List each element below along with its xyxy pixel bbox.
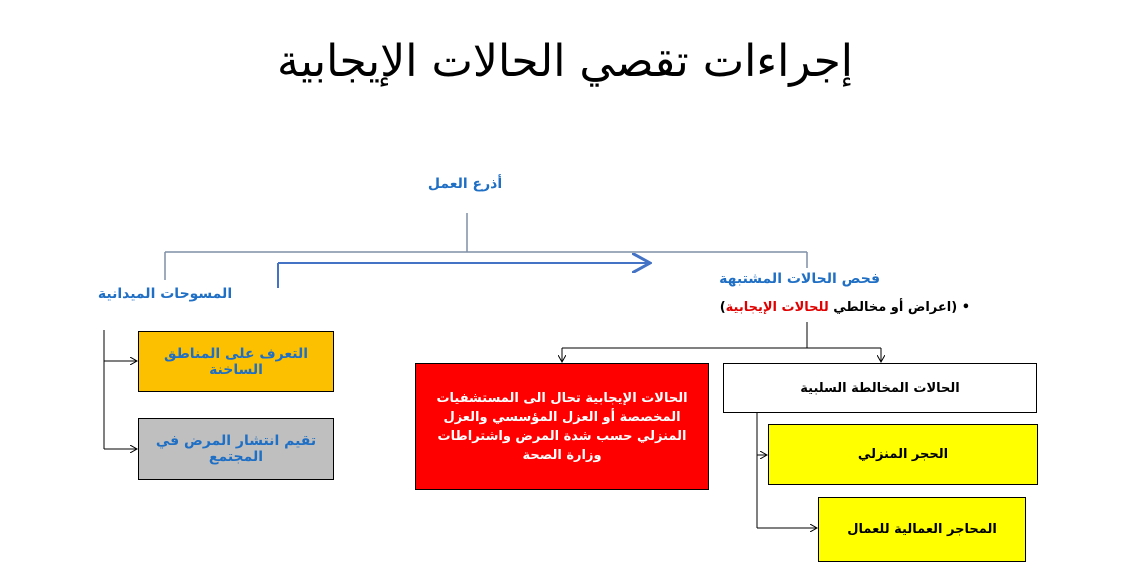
negative-contacts-text: الحالات المخالطة السلبية [800, 380, 960, 396]
home-quarantine-text: الحجر المنزلي [857, 447, 949, 462]
note-text: (اعراض أو مخالطي [828, 300, 958, 315]
labor-quarantine-box [818, 497, 1026, 562]
positive-cases-box [415, 363, 709, 490]
field-surveys-label: المسوحات الميدانية [97, 286, 233, 302]
suspected-cases-note [700, 300, 970, 315]
note-highlight: للحالات الإيجابية [725, 300, 829, 315]
root-node-label: أذرع العمل [427, 176, 503, 192]
hot-areas-box [138, 331, 334, 392]
hot-areas-text: التعرف على المناطق الساخنة [163, 345, 309, 378]
note-bullet: • [961, 300, 970, 315]
suspected-cases-label: فحص الحالات المشتبهة [719, 271, 880, 287]
negative-contacts-box [723, 363, 1037, 413]
page-title: إجراءات تقصي الحالات الإيجابية [277, 36, 853, 87]
labor-quarantine-text: المحاجر العمالية للعمال [847, 522, 997, 537]
right-branch-connectors [562, 322, 881, 361]
root-bracket [165, 213, 807, 280]
home-quarantine-box [768, 424, 1038, 485]
note-close: ) [719, 300, 726, 315]
community-spread-box [138, 418, 334, 480]
flow-arrow [278, 263, 648, 288]
left-branch-connectors [104, 330, 136, 449]
community-spread-text: تقيم انتشار المرض في المجتمع [155, 433, 317, 465]
positive-cases-text: الحالات الإيجابية تحال الى المستشفيات المخصصة أو العزل المؤسسي والعزل المنزلي حسب شدة المرض واشتراطات وزارة الصحة [436, 390, 688, 463]
